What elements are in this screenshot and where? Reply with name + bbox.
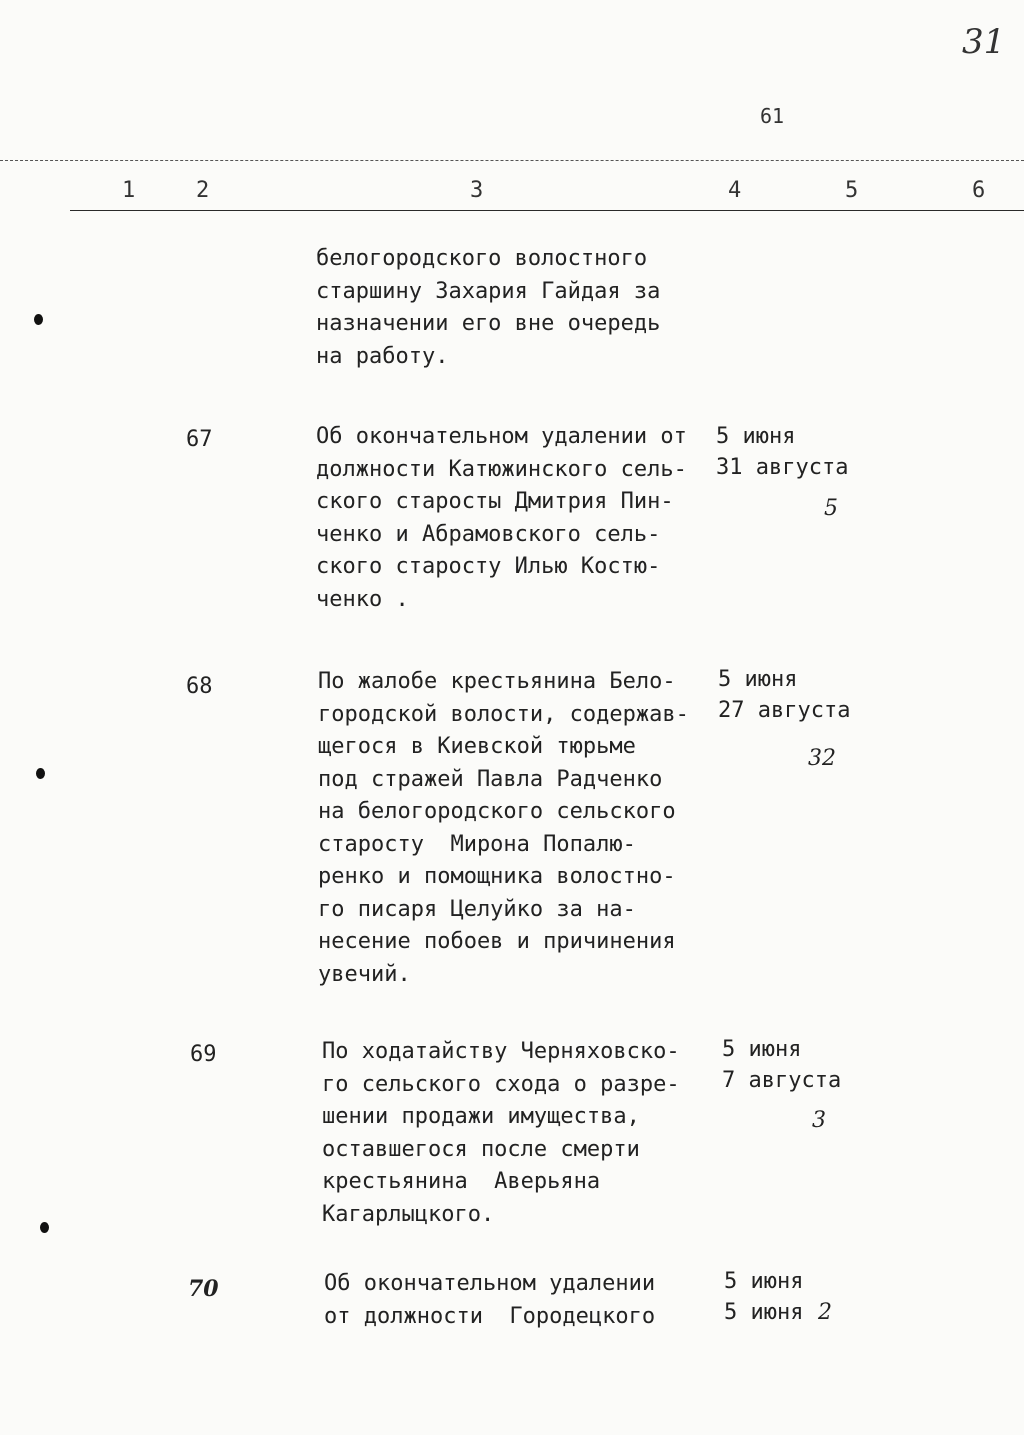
page-reference: 61 [760,104,785,128]
column-header-5: 5 [845,178,859,203]
description-line: назначении его вне очередь [316,311,661,336]
description-line: на белогородского сельского [318,799,676,824]
description-line: оставшегося после смерти [322,1136,640,1162]
description-line: городской волости, содержав- [318,701,689,727]
description-line: ченко и Абрамовского сель- [316,521,661,547]
description-line: белогородского волостного [316,246,648,271]
binder-hole [34,314,43,325]
date-end: 27 августа [718,698,851,723]
column-header-3: 3 [470,178,484,203]
description-line: ского старосту Илью Костю- [316,554,661,579]
description-line: от должности Городецкого [324,1303,656,1329]
date-start: 5 июня [722,1037,802,1062]
date-end: 5 июня [724,1300,804,1325]
entry-number: 70 [188,1276,219,1302]
column-header-4: 4 [728,178,742,203]
sheet-count: 2 [818,1300,832,1325]
sheet-number: 31 [962,22,1006,62]
entry-dates [716,421,848,483]
entry-dates [724,1266,803,1328]
table-header-rule [70,210,1024,211]
description-line: несение побоев и причинения [318,929,676,954]
entry-description [316,421,687,616]
description-line: го сельского схода о разре- [322,1071,680,1097]
entry-number: 67 [186,427,213,452]
description-line: увечий. [318,961,411,987]
date-start: 5 июня [724,1269,804,1294]
table-top-rule [0,160,1024,161]
entry-number: 69 [190,1042,217,1067]
description-line: ренко и помощника волостно- [318,864,676,889]
description-line: ченко . [316,586,409,612]
column-header-6: 6 [972,178,986,203]
entry-description [316,243,660,373]
description-line: Кагарлыцкого. [322,1201,495,1227]
entry-dates [718,664,850,726]
description-line: По жалобе крестьянина Бело- [318,669,676,694]
sheet-count: 5 [824,496,838,521]
description-line: должности Катюжинского сель- [316,456,687,482]
sheet-count: 3 [812,1108,826,1133]
description-line: По ходатайству Черняховско- [322,1039,680,1064]
date-start: 5 июня [716,424,796,449]
description-line: крестьянина Аверьяна [322,1169,601,1194]
column-header-2: 2 [196,178,210,203]
description-line: ского старосты Дмитрия Пин- [316,489,674,514]
entry-number: 68 [186,674,213,699]
date-start: 5 июня [718,667,798,692]
description-line: старшину Захария Гайдая за [316,278,661,304]
entry-description [318,666,689,991]
sheet-count: 32 [808,746,836,771]
description-line: Об окончательном удалении [324,1271,656,1296]
description-line: старосту Мирона Попалю- [318,831,636,857]
description-line: щегося в Киевской тюрьме [318,734,636,759]
description-line: шении продажи имущества, [322,1104,640,1129]
description-line: го писаря Целуйко за на- [318,896,636,922]
description-line: на работу. [316,343,449,369]
column-header-1: 1 [122,178,136,203]
entry-dates [722,1034,841,1096]
binder-hole [40,1222,49,1233]
date-end: 7 августа [722,1068,842,1093]
description-line: под стражей Павла Радченко [318,766,663,792]
date-end: 31 августа [716,455,849,480]
binder-hole [36,768,45,779]
entry-description [322,1036,680,1231]
entry-description [324,1268,655,1333]
description-line: Об окончательном удалении от [316,424,687,449]
